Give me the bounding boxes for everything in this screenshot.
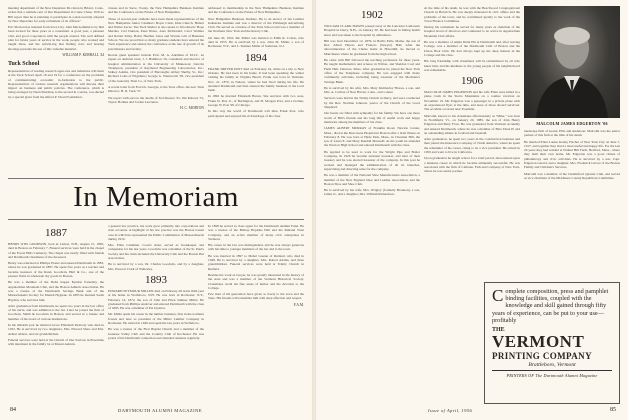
left-lower-column-3: [208, 224, 304, 404]
ad-company-subtitle: PRINTING COMPANY: [492, 351, 592, 362]
obituary-paragraph: JAMES ALBERT MURRAY of Franklin Road, Newton Center, Mass., died at the Deaconess Hospital in Boston after a brief illness on February 8. He was born at Hyde Park, Mass., in Chestnut Hill, the son of Laura E. and Mary Randall Macneill. At his youth he attended the Newton High School and entered Dartmouth with the class.: [324, 126, 420, 148]
obituary-paragraph: He was a member of the Delta Kappa Epsilon fraternity, the Appalachian Mountain Club, and the Boston Athletic Association. He was a trustee of the Dartmouth Savings Bank and of the Massachusetts Society for Mental Hygiene. In 1893 he married Sarah Hayden, who survives him.: [8, 280, 104, 302]
left-lower-column-1: [8, 224, 104, 404]
obituary-paragraph: Besides his work as lawyer, he was greatly interested in the history of the state and was a member of the Vermont Historical Society. Classmates recall his fine sense of humor and his devotion to the College.: [208, 272, 304, 290]
ad-company-name: VERMONT: [492, 332, 585, 352]
vermont-printing-advertisement: [484, 282, 620, 404]
obituary-paragraph: He was married in 1897 to Mabel Greene of Rutland, who died in 1948. He is survived by a daughter, Mrs. Robert Adams, and three grandchildren. Funeral services were held at Trinity Church in Rutland.: [208, 253, 304, 271]
ad-body-text: [492, 288, 612, 324]
ad-rule: [492, 370, 612, 371]
obituary-paragraph: Malcolm, known to his classmates affectionately as "Mike," was born in Northfield, Vt., on January 20, 1885, the son of John Henry Edgerton and Mary Frost. He was graduated from Vermont Academy and entered Dartmouth, where he was a member of Beta Theta Pi and an outstanding athlete in football and baseball.: [424, 113, 520, 135]
obituary-paragraph: Bill was born December 12, 1879, in Bath's Falls, Maine, the son of Rev. Albert Hawes and Frances (Sawyer) Hall. After the discontinuation of the Clarke home in Haverhill, he moved to Manchester where he graduated from the high school.: [324, 38, 420, 56]
obituary-paragraph: FRANK DRIVER POST died on February 24, while on a trip to New Orleans. He had been in his home. It had been spending the winter visiting his family in Virginia Beach. Frank was born in Vermont, Nov. 21, 1870, in Nelson, where he had lived during his life. He attended Dartmouth and then entered the family business at the local bank.: [208, 66, 304, 93]
obituary-paragraph: At the time of his death, he was with the Beechwood Congregational Church in Harwich. He was deeply interested in civic affairs and the problems of the town, and he contributed greatly to the work of the Town Finance Committee.: [424, 6, 520, 23]
obituary-paragraph: His long friendship with classmates will be remembered by all who knew him, and his kindness to the young people of his neighborhood was remarkable.: [424, 59, 520, 72]
obituary-paragraph: MALCOLM JAMES EDGERTON and his wife Ellen were killed in a plane crash in the Sierra Mountains on a routine vacation on November 19. Mr. Edgerton was a passenger in a private plane with an experienced flyer at the time, and none of those aboard survived. The accident occurred near Yosemite.: [424, 90, 520, 112]
section-title-in-memoriam: In Memoriam: [73, 181, 239, 213]
obituary-signature: F.A.M.: [293, 302, 304, 307]
footer-magazine-name: DARTMOUTH ALUMNI MAGAZINE: [118, 408, 202, 413]
obituary-paragraph: He is survived by his wife, Mrs. Wrigley (formerly Brannon), a son, James Jr., and a daughter, Mrs. William Richardson.: [324, 188, 420, 197]
obituary-paragraph: Henry was educated at Phillips Exeter and entered Dartmouth in 1883, where he was graduated in 1887. He spent five years as a teacher and became treasurer of the Rand, Goodwin, Hull & Co., one of the pioneer firms in wholesale dry goods in Boston.: [8, 261, 104, 279]
obituary-paragraph: In 1898 he served as class agent for the Dartmouth Alumni Fund. He was a trustee of the Bishop Hopkins Hall and the Rutland Trust Company, and an active member of many civic enterprises in Vermont.: [208, 224, 304, 241]
obituary-paragraph: Services were held in the Trinity Church in Derry, and were conducted by the Rev. Norman Johnson, pastor of the Church of the Good Shepherd.: [324, 96, 420, 110]
footer-issue-date: Issue of April, 1956: [428, 408, 473, 413]
obituary-paragraph: He was a member of the National Shoe Manufacturers Association, a member of the New England Shoe and Leather Association, and the Boston Shoe and Shoe Club.: [324, 173, 420, 186]
page-number-right: 85: [610, 407, 616, 413]
article-paragraph: On June 20, 1952, Mr. Miller was married to Edith R. Colton, who died in 1955. He is survived by a son, John M. Miller, a son of Rochester, N.Y., and L. Sumner Miller of Somerset, N.J.: [208, 35, 304, 49]
article-paragraph: We report with sorrow the deaths of Ted Shearer '25, Jim Roberts '31, Taylor Holmes and Jordan Lawrence.: [108, 95, 204, 104]
left-top-column-2: [108, 6, 204, 113]
right-column-3: [524, 6, 620, 280]
left-page: [0, 0, 312, 420]
right-page: [316, 0, 628, 420]
obituary-paragraph: He is survived by his wife, Mrs. Mary Kimberley Hawes, a son, and Mrs. A. Carlton of New Haven, Conn., and a sister.: [324, 85, 420, 95]
article-paragraph: addressed to membership in the New Hampshire Business Institute and the Conference on the Future of New Hampshire.: [208, 6, 304, 15]
obituary-paragraph: During his retirement he served for many years as chairman of the hospital board of directors and continued to be active in Appalachian Mountain Club affairs.: [424, 25, 520, 38]
left-lower-column-2: [108, 224, 204, 404]
memoriam-rule-top: [8, 178, 304, 179]
obituary-paragraph: WILLIAM CLARK HAWES passed away at the Lancaster Lamoreux Hospital in Derry, N.H., on January 30. He had been in failing health since and was taken to the hospital by ambulance.: [324, 24, 420, 37]
portrait-photo: [524, 6, 620, 118]
portrait-silhouette: [524, 6, 620, 118]
obituary-paragraph: After graduation, he spent two years in the construction business and then joined the Insurance Company of North America, where he spent the remainder of his career, rising to be a vice president. He retired in 1950 and went to live in California.: [424, 137, 520, 155]
article-signature: WILLIAM P. KIMBALL '44: [62, 52, 104, 57]
obituary-paragraph: a general law practice, his work grew primarily into corporations and trust accounts. A highlight of his law practice was the Boston transit case in which he represented the Public Commission of Massachusetts during 1910.: [108, 224, 204, 241]
obituary-paragraph: EDWARD SEYMOUR MILLER died on February 28 in his 84th year at his home in Wolfeboro, N.H. He was born in Rochester, N.Y., February 14, 1872, the son of John and Ellen Sumner Miller. He graduated from Phillips Andover and entered Dartmouth with the class of 1893. He was a member of Psi Upsilon.: [108, 288, 204, 311]
article-paragraph: Eric Pierson has returned from Iowa City. John MacGammel is by him been located for three years as a consultant. A good year, a pleasant visit, and good cooperation with the people around. The well defined plan for future years of service in the work, people who worked and taught there, and the reform-ing that finding crew and bearing shortage prevents the use of this valuable material.: [8, 25, 104, 51]
ad-the: THE: [492, 327, 505, 334]
obituary-paragraph: He was a trustee of the First Baptist Church and a member of the Genesee Valley Club and the Country Club of Rochester. He was proud of his Dartmouth connection and attended reunions regularly.: [108, 327, 204, 340]
ad-printers-line: PRINTERS OF The Dartmouth Alumni Magazine: [506, 373, 598, 379]
obituary-paragraph: landscape firm of Green, Ellis and Anderson. Malcolm was the senior partner of this firm at the time of his death.: [524, 129, 620, 138]
article-paragraph: New Hampshire Business Institute. He is an elector of the Lumber Industries Institute and was a director of the Pittsburgh Advertising Club. He served as a trustee of the Tuck School and was a member of the Northern New York and the Rotary Club.: [208, 16, 304, 34]
obituary-paragraph: Mrs. Ellen Cushman, Cook's sister, served as bookkeeper and companion for his last years. Goodwin was a member of the St. Paul's Society and his clubs included the University Club and the Boston Bar Association.: [108, 243, 204, 261]
obituary-paragraph: Malcolm was a member of the Chelmsford Quartet Club, and served as vice chairman of the Middlesex County Republican Committee.: [524, 171, 620, 180]
class-year-heading: 1887: [45, 227, 67, 239]
obituary-paragraph: Upon graduation he taught school for a brief period, then entered upon a business career in which he became eminently successful. He was associated with the firm of Calhoun, Fish and Company of New York, where he was senior partner.: [424, 156, 520, 174]
article-paragraph: Three of second-year students have been made representatives of the New Hampshire Junior Chamber: Boyer Clark, Dale Church, Hubert and Walter Lucas. The Tuck Shelter is also spoke to Woodstock: Hope Mertins, Carl Durnan, Peter Rizzo, Alex McDonald, Carol Walmer and Robert Kiley. Baird, Heather Jones and Warren Gilt of Business School. We are proud that so many graduate students have entered the Tuck experience and attend; the conference at the rate of growth of its practitioners and faculty.: [108, 16, 204, 51]
right-column-1: [324, 6, 420, 404]
obituary-paragraph: He married Ellen Louise Kenny Fischer of New York City on June 7, 1917, and together they lived a most useful and happy life. For the last 20 years they had resided at Walnut Hill Farm, Bedford, Mass., where they built their own home. Mr. Edgerton was a good citizen of philanthropy and civic activities. He is survived by a son, Capt. Edgerton Gerard, and a daughter, Mrs. Frederick Glover of the Boston Family and Children's Services.: [524, 139, 620, 170]
ad-body-copy: omplete composition, press and pamphlet binding facilities, coupled with the knowledge and skill gained through fifty years of experience, can be put to your use—profitably: [492, 288, 609, 324]
class-year-heading: 1894: [245, 51, 267, 64]
left-top-column-3: [208, 6, 304, 180]
obituary-paragraph: Our hearts are filled with sympathy for his family. We have one more worth of Bill's friends and his long life of useful work and happy memories among the members of his class.: [324, 111, 420, 124]
obituary-paragraph: He came with Bill followed the teaching profession for three years. He taught mathematics and science in Wilton, and Sheldon Coal and Farm Hall, Danvers, Mass. After graduation he joined the New York office of the Telephone company. He was engaged with many community activities, including being treasurer of the Mechanics Savings Bank.: [324, 58, 420, 84]
class-year-heading: 1906: [461, 75, 483, 88]
ad-dropcap: C: [492, 286, 504, 305]
page-number-left: 84: [10, 407, 16, 413]
article-signature: H. C. MORTON: [180, 106, 204, 111]
obituary-paragraph: He is survived by a son, Dr. Charles Goodwin, and by a daughter, Mrs. Prescott Clark of Wellesley.: [108, 262, 204, 271]
obituary-paragraph: HENRY OTIS GOODWIN, born in Lisbon, N.H., August 15, 1865, died in Boston on February 7. Funeral services were held in the chapel of the Forest Hills Cemetery. The chapel was nearly filled with friends and Dartmouth classmates of the deceased.: [8, 242, 104, 259]
article-paragraph: Recent guest speakers include Prof. M. A. Adelman of M.I.T., an expert on antitrust laws; J. J. Hamilton '19, consultant and director of hospital administration at the University of Minnesota; Lincoln Thompson, president of Raymond Engineering Laboratories, Inc.; Sidney Adams, vice president of Burroughs; Abbey Shelby, Sr., Inc.; Richard Coles of Frigidaire; George G. Wentworth '38, vice president of the Guaranty Trust Co. of New York.: [108, 52, 204, 83]
obituary-paragraph: Few men of his generation have given so freely to the town and the State. His friends will remember him with deep affection and respect.: [208, 292, 304, 301]
obituary-paragraph: In this way the world of Dartmouth will miss Frank Post, who participated and enjoyed the rich heritage of his class.: [208, 109, 304, 118]
article-paragraph: classes and in Snow, Vosley, the New Hampshire Business Institute and the Conference on the Future of New Hampshire.: [108, 6, 204, 15]
section-heading-tuck: Tuck School: [8, 60, 40, 67]
left-top-column-1: [8, 6, 104, 101]
obituary-paragraph: After graduation from Dartmouth, he spent two years in the law office of his uncle, and was admitted to the bar. Later he joined the firm of Goodwin, Smith & Goodwin in Boston, and served as a trustee and member of the board of various institutions.: [8, 303, 104, 321]
ad-location: Brattleboro, Vermont: [528, 362, 576, 369]
memoriam-rule-bottom: [8, 219, 304, 220]
class-year-heading: 1893: [145, 273, 167, 286]
article-paragraph: meeting department of the New Departure Di-vision in Bristol, Conn., writes that a reminis-cent of that Department in Crane Chase. Will no Bill report then he is planning to participate in a plan recently adopted by New Departure for early retirement of its officers?: [8, 6, 104, 23]
obituary-paragraph: Funeral services were held at the Church of Our Saviour in Brookline with interment in the family lot at Mount Auburn.: [8, 337, 104, 347]
obituary-paragraph: In 1892 he married Elizabeth Haven. She survives with two sons, Frank D. Post Jr., of Burlington, and H. Morgan Post, and a brother, George W. Post '99 of Chicago.: [208, 94, 304, 108]
photo-caption: MALCOLM JAMES EDGERTON '06: [536, 121, 608, 126]
obituary-paragraph: His career in the law was distinguished, and he was always generous with his time to younger members of the bar and to the town.: [208, 243, 304, 252]
obituary-paragraph: He applied to be used to work for the Wright Pipe and Boiler Company. In 1926 he became assistant treasurer, and later of their treasury and he was elected treasurer of the company. In this post he worked and managed the administration of all its branches, supervising and directing sales for the company.: [324, 149, 420, 171]
article-paragraph: A recent letter from Fortsch, Georgia, is the Tuck office, the new Tuck Director, H. R. Tuck '37.: [108, 85, 204, 94]
class-year-heading: 1902: [361, 9, 383, 21]
article-paragraph: Representatives of leading research agen-cies and industries will meet at the Tuck School April 18 and 19 for a conference on the problems of communicating economic in-formation to the public. Representatives of various research organizations will discuss their impact on business and public policies. The conference, which is being arranged by Dean Sherman, is the second in a series, con-ducted by a special grant from the Alfred P. Sloan Foundation.: [8, 68, 104, 99]
obituary-paragraph: Mr. Miller spent his career in the lumber business, first in the northern forests and later as president of the Miller Lumber Company in Rochester. He retired in 1940 and spent his last years in Wolfeboro.: [108, 312, 204, 326]
obituary-paragraph: He was a member of Alpha Delta Phi at Dartmouth and, after leaving College, was a member of the Dartmouth Club of Boston and the Union Boat Club. He had always kept up his deep interest in the College and the class.: [424, 40, 520, 57]
obituary-paragraph: In his thirtieth year he married Grace Elizabeth Peabody who died in 1932. He is survived by two daughters, Mrs. Edward Shaw and Mrs. Arthur Abbott, and six grandchildren.: [8, 323, 104, 336]
